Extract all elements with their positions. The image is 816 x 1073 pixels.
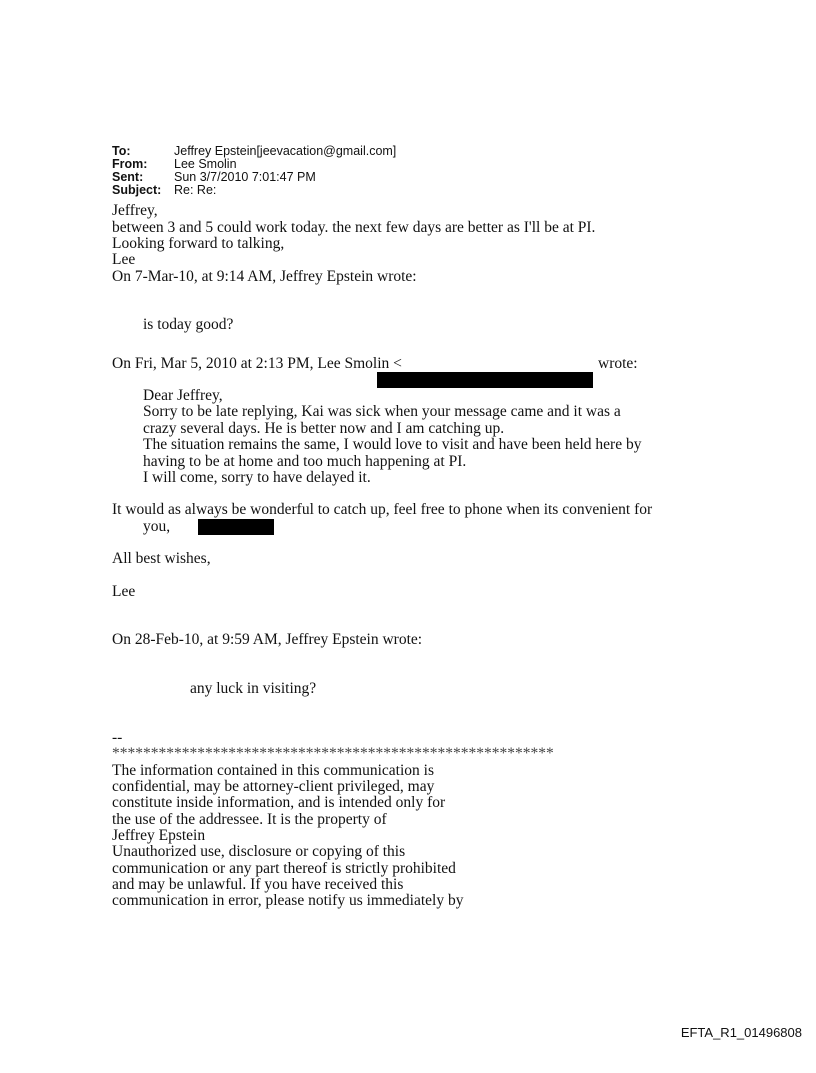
signature-dash: --: [112, 729, 123, 746]
quoted-line: Dear Jeffrey,: [143, 387, 223, 404]
subject-row: [112, 184, 216, 197]
quoted-text: any luck in visiting?: [190, 680, 317, 697]
disclaimer-line: communication in error, please notify us immediately by: [112, 892, 464, 909]
disclaimer-line: and may be unlawful. If you have received this: [112, 876, 404, 893]
quoted-line: I will come, sorry to have delayed it.: [143, 469, 371, 486]
quoted-line: The situation remains the same, I would love to visit and have been held here by: [143, 436, 642, 453]
signoff: Lee: [112, 251, 136, 268]
quote-intro: On 7-Mar-10, at 9:14 AM, Jeffrey Epstein wrote:: [112, 268, 417, 285]
redaction-box: [198, 519, 274, 535]
quoted-line: crazy several days. He is better now and I am catching up.: [143, 420, 505, 437]
greeting: Jeffrey,: [112, 202, 158, 219]
quote-intro-text: On Fri, Mar 5, 2010 at 2:13 PM, Lee Smolin <: [112, 355, 402, 372]
quote-intro: On 28-Feb-10, at 9:59 AM, Jeffrey Epstein wrote:: [112, 631, 423, 648]
disclaimer-line: the use of the addressee. It is the property of: [112, 811, 387, 828]
to-value: Jeffrey Epstein[jeevacation@gmail.com]: [174, 144, 397, 158]
quote-intro: [112, 355, 402, 372]
to-label: To:: [112, 144, 131, 158]
disclaimer-line: The information contained in this communication is: [112, 762, 434, 779]
signoff: Lee: [112, 583, 136, 600]
sent-label: Sent:: [112, 170, 144, 184]
quoted-line: Sorry to be late replying, Kai was sick when your message came and it was a: [143, 403, 621, 420]
closing: All best wishes,: [112, 550, 211, 567]
sent-value: Sun 3/7/2010 7:01:47 PM: [174, 170, 316, 184]
to-row: [112, 145, 396, 158]
document-id: EFTA_R1_01496808: [680, 1025, 802, 1040]
body-line: you,: [143, 518, 171, 535]
body-line: Looking forward to talking,: [112, 235, 285, 252]
disclaimer-line: constitute inside information, and is intended only for: [112, 794, 446, 811]
subject-value: Re: Re:: [174, 183, 217, 197]
subject-label: Subject:: [112, 183, 162, 197]
quoted-text: is today good?: [143, 316, 234, 333]
from-value: Lee Smolin: [174, 157, 237, 171]
body-line: It would as always be wonderful to catch up, feel free to phone when its convenient for: [112, 501, 653, 518]
quote-intro-wrote: wrote:: [598, 355, 638, 372]
disclaimer-line: Unauthorized use, disclosure or copying of this: [112, 843, 406, 860]
disclaimer-line: Jeffrey Epstein: [112, 827, 206, 844]
disclaimer-line: confidential, may be attorney-client privileged, may: [112, 778, 435, 795]
asterisk-divider: *********************************************************: [112, 745, 554, 762]
from-label: From:: [112, 157, 148, 171]
redaction-box: [377, 372, 593, 388]
quoted-line: having to be at home and too much happening at PI.: [143, 453, 467, 470]
body-line: between 3 and 5 could work today. the next few days are better as I'll be at PI.: [112, 219, 596, 236]
disclaimer-line: communication or any part thereof is strictly prohibited: [112, 860, 456, 877]
